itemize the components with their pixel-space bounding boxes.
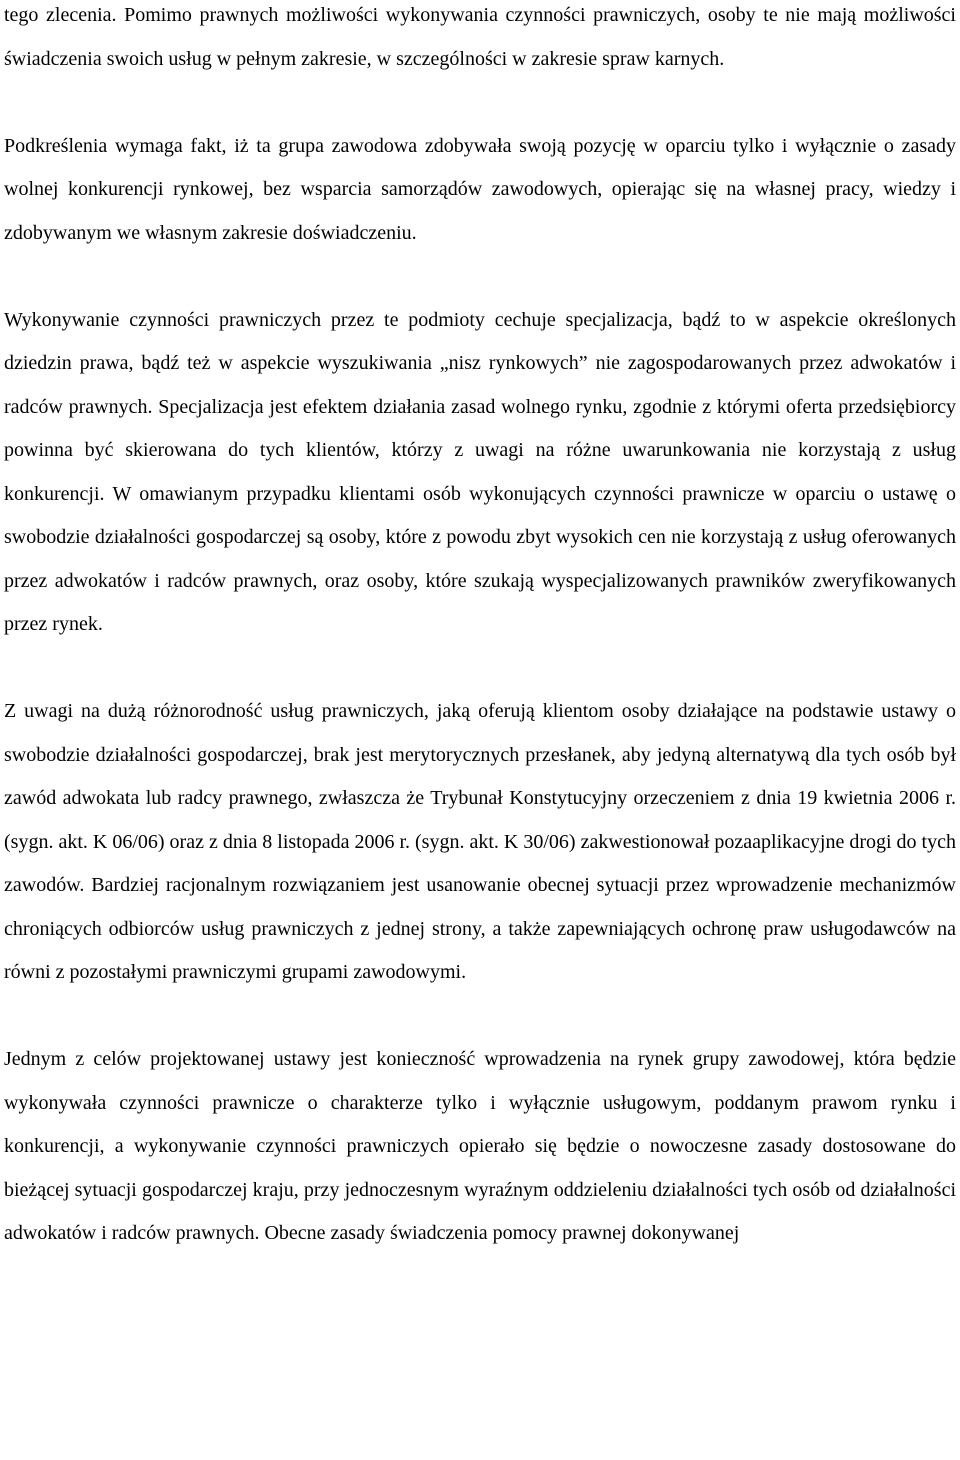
document-page bbox=[4, 0, 956, 1256]
paragraph-5: Jednym z celów projektowanej ustawy jest konieczność wprowadzenia na rynek grupy zawodowej, która będzie wykonywała czynności prawnicze o charakterze tylko i wyłącznie usługowym, poddanym prawom rynku i konkurencji, a wykonywanie czynności prawniczych opierało się będzie o nowoczesne zasady dostosowane do bieżącej sytuacji gospodarczej kraju, przy jednoczesnym wyraźnym oddzieleniu działalności tych osób od działalności adwokatów i radców prawnych. Obecne zasady świadczenia pomocy prawnej dokonywanej bbox=[4, 1048, 956, 1244]
paragraph-2: Podkreślenia wymaga fakt, iż ta grupa zawodowa zdobywała swoją pozycję w oparciu tylko i wyłącznie o zasady wolnej konkurencji rynkowej, bez wsparcia samorządów zawodowych, opierając się na własnej pracy, wiedzy i zdobywanym we własnym zakresie doświadczeniu. bbox=[4, 134, 956, 244]
paragraph-1: tego zlecenia. Pomimo prawnych możliwości wykonywania czynności prawniczych, osoby te nie mają możliwości świadczenia swoich usług w pełnym zakresie, w szczególności w zakresie spraw karnych. bbox=[4, 4, 956, 70]
paragraph-4: Z uwagi na dużą różnorodność usług prawniczych, jaką oferują klientom osoby działające na podstawie ustawy o swobodzie działalności gospodarczej, brak jest merytorycznych przesłanek, aby jedyną alternatywą dla tych osób był zawód adwokata lub radcy prawnego, zwłaszcza że Trybunał Konstytucyjny orzeczeniem z dnia 19 kwietnia 2006 r. (sygn. akt. K 06/06) oraz z dnia 8 listopada 2006 r. (sygn. akt. K 30/06) zakwestionował pozaaplikacyjne drogi do tych zawodów. Bardziej racjonalnym rozwiązaniem jest usanowanie obecnej sytuacji przez wprowadzenie mechanizmów chroniących odbiorców usług prawniczych z jednej strony, a także zapewniających ochronę praw usługodawców na równi z pozostałymi prawniczymi grupami zawodowymi. bbox=[4, 700, 956, 983]
paragraph-3: Wykonywanie czynności prawniczych przez te podmioty cechuje specjalizacja, bądź to w aspekcie określonych dziedzin prawa, bądź też w aspekcie wyszukiwania „nisz rynkowych” nie zagospodarowanych przez adwokatów i radców prawnych. Specjalizacja jest efektem działania zasad wolnego rynku, zgodnie z którymi oferta przedsiębiorcy powinna być skierowana do tych klientów, którzy z uwagi na różne uwarunkowania nie korzystają z usług konkurencji. W omawianym przypadku klientami osób wykonujących czynności prawnicze w oparciu o ustawę o swobodzie działalności gospodarczej są osoby, które z powodu zbyt wysokich cen nie korzystają z usług oferowanych przez adwokatów i radców prawnych, oraz osoby, które szukają wyspecjalizowanych prawników zweryfikowanych przez rynek. bbox=[4, 308, 956, 635]
